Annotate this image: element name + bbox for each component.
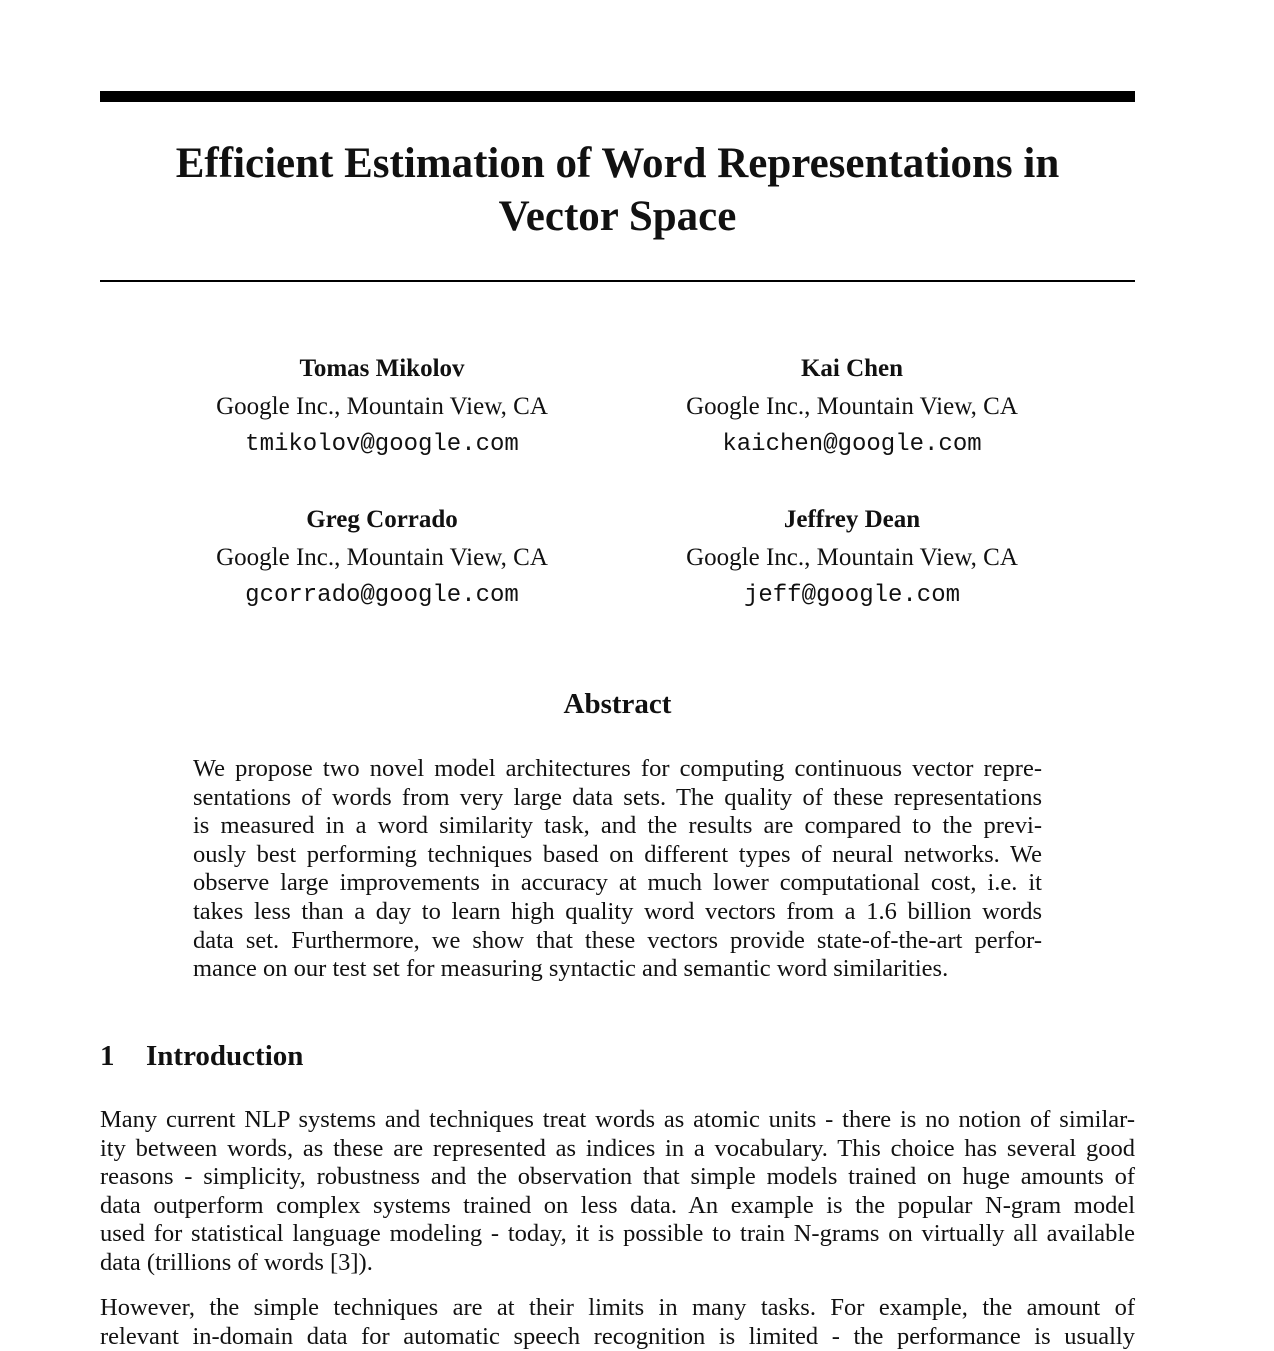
introduction-paragraph-1 <box>100 1106 1135 1278</box>
paragraph-line: However, the simple techniques are at their limits in many tasks. For example, the amount of <box>100 1294 1135 1321</box>
introduction-paragraph-2 <box>100 1293 1135 1351</box>
abstract-line: mance on our test set for measuring syntactic and semantic word similarities. <box>193 955 949 983</box>
abstract-line: observe large improvements in accuracy at much lower computational cost, i.e. it <box>193 869 1042 897</box>
paragraph-line: data outperform complex systems trained on less data. An example is the popular N-gram model <box>100 1191 1135 1219</box>
abstract-line: ously best performing techniques based on different types of neural networks. We <box>193 840 1042 868</box>
author-block-chen <box>642 350 1062 464</box>
author-affiliation: Google Inc., Mountain View, CA <box>686 544 1018 571</box>
author-name: Tomas Mikolov <box>299 355 465 382</box>
paragraph-line: relevant in-domain data for automatic speech recognition is limited - the performance is usually <box>100 1323 1135 1350</box>
paragraph-line: used for statistical language modeling - today, it is possible to train N-grams on virtually all available <box>100 1220 1135 1248</box>
section-number: 1 <box>100 1040 115 1072</box>
abstract-line: sentations of words from very large data sets. The quality of these representations <box>193 783 1042 811</box>
paper-title <box>100 137 1135 243</box>
author-affiliation: Google Inc., Mountain View, CA <box>686 393 1018 420</box>
author-affiliation: Google Inc., Mountain View, CA <box>216 393 548 420</box>
author-email: kaichen@google.com <box>722 431 982 458</box>
author-name: Greg Corrado <box>306 506 458 533</box>
paper-title-line-1: Efficient Estimation of Word Representations in <box>175 140 1060 187</box>
paragraph-line: data (trillions of words [3]). <box>100 1248 373 1276</box>
author-name: Kai Chen <box>800 355 904 382</box>
paragraph-line: reasons - simplicity, robustness and the observation that simple models trained on huge amounts of <box>100 1163 1135 1191</box>
author-block-mikolov <box>172 350 592 464</box>
author-name: Jeffrey Dean <box>783 506 921 533</box>
abstract-line: data set. Furthermore, we show that these vectors provide state-of-the-art perfor- <box>193 926 1042 954</box>
paper-title-line-2: Vector Space <box>498 193 737 240</box>
author-email: tmikolov@google.com <box>245 431 519 458</box>
section-title: Introduction <box>146 1040 304 1072</box>
title-top-rule <box>100 91 1135 102</box>
author-email: gcorrado@google.com <box>245 582 519 609</box>
author-email: jeff@google.com <box>743 582 961 609</box>
author-block-corrado <box>172 501 592 615</box>
author-block-dean <box>642 501 1062 615</box>
abstract-line: takes less than a day to learn high quality word vectors from a 1.6 billion words <box>193 897 1042 925</box>
section-heading-introduction <box>100 1035 303 1077</box>
author-affiliation: Google Inc., Mountain View, CA <box>216 544 548 571</box>
abstract-line: is measured in a word similarity task, and the results are compared to the previ- <box>193 812 1042 840</box>
abstract-body <box>193 755 1042 984</box>
abstract-line: We propose two novel model architectures for computing continuous vector repre- <box>193 755 1042 782</box>
title-bottom-rule <box>100 280 1135 282</box>
abstract-heading: Abstract <box>563 688 672 720</box>
paragraph-line: Many current NLP systems and techniques treat words as atomic units - there is no notion of similar- <box>100 1106 1135 1133</box>
paragraph-line: ity between words, as these are represented as indices in a vocabulary. This choice has several good <box>100 1134 1135 1162</box>
